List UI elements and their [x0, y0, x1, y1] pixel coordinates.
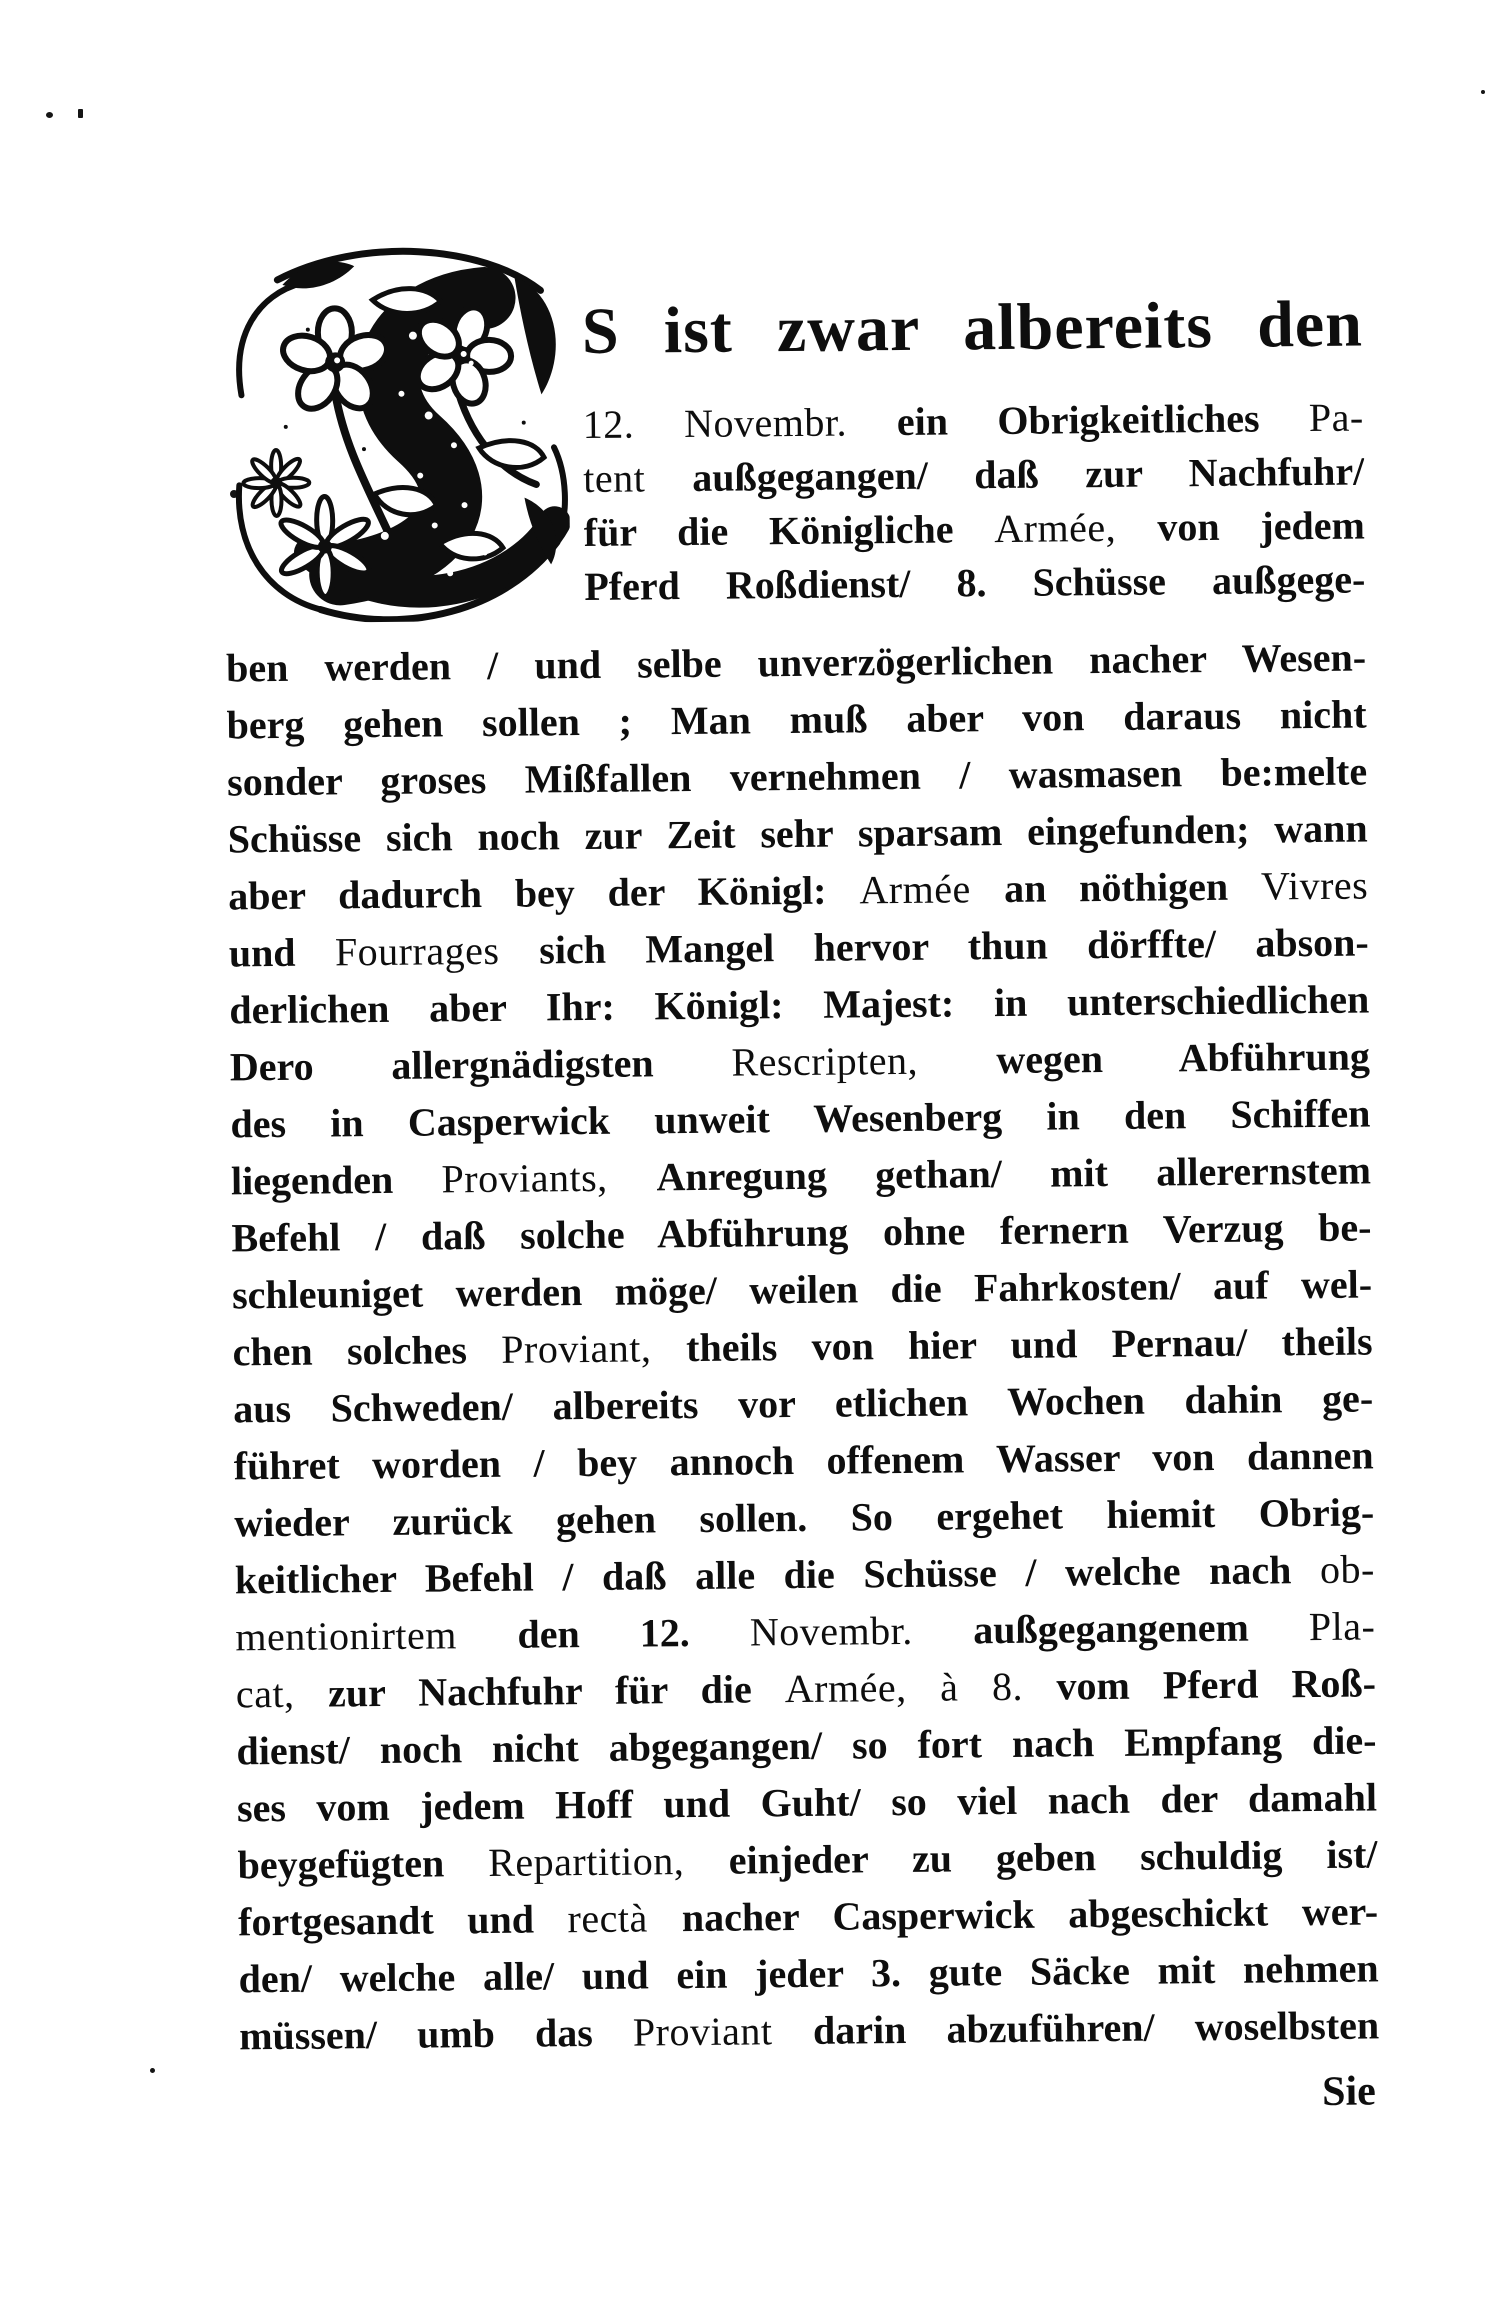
text-run-fraktur: und [228, 929, 336, 976]
text-run-fraktur: beygefügten [237, 1839, 489, 1888]
text-line [584, 499, 1365, 560]
text-run-antiqua: mentionirtem [235, 1611, 518, 1660]
text-run-fraktur: an nöthigen [1003, 863, 1262, 911]
scan-speck [46, 112, 53, 118]
text-run-fraktur: für die Königliche [583, 506, 995, 556]
text-run-fraktur: den 12. [517, 1609, 751, 1657]
text-run-fraktur: müssen/ umb das [238, 2009, 634, 2059]
drop-cap-woodcut-initial-E [222, 242, 571, 623]
text-run-fraktur: außgegangenem [973, 1604, 1310, 1653]
text-run-fraktur: ses vom jedem Hoff und Guht/ so viel nach der damahl [236, 1774, 1378, 1831]
text-line [581, 259, 1363, 398]
text-run-fraktur: zur Nachfuhr für die [327, 1666, 785, 1716]
text-run-fraktur: einjeder zu geben schuldig ist/ [728, 1831, 1378, 1883]
opening-lines [581, 235, 1366, 614]
text-run-fraktur: Dero allergnädigsten [229, 1039, 732, 1090]
text-run-antiqua: ob- [1319, 1546, 1375, 1592]
text-run-antiqua: Pla- [1308, 1603, 1376, 1650]
body-lines [226, 629, 1380, 2065]
text-run-fraktur: Pferd Roßdienst/ 8. Schüsse außgege- [584, 556, 1366, 610]
text-run-antiqua: cat, [235, 1670, 329, 1717]
text-run-fraktur: darin abzuführen/ woselbsten [812, 2002, 1380, 2053]
catchword: Sie [1321, 2068, 1377, 2115]
text-run-fraktur: Schüsse sich noch zur Zeit sehr sparsam eingefunden; wann [227, 805, 1368, 862]
text-run-fraktur: führet worden / bey annoch offenem Wasser von dannen [233, 1432, 1374, 1489]
text-run-antiqua: Repartition, [488, 1837, 729, 1885]
text-run-fraktur: derlichen aber Ihr: Königl: Majest: in unterschiedlichen [229, 976, 1370, 1033]
text-run-fraktur: ein Obrigkeitliches [896, 395, 1310, 445]
text-run-fraktur: außgegangen/ daß zur Nachfuhr/ [691, 448, 1365, 500]
drop-cap-woodcut-E-image [222, 242, 571, 623]
scan-speck [1481, 90, 1485, 94]
carnation-flower [243, 450, 310, 517]
text-run-fraktur: vom Pferd Roß- [1056, 1660, 1377, 1709]
text-run-antiqua: Proviant, [501, 1325, 687, 1372]
text-run-antiqua: Pa- [1308, 394, 1364, 441]
text-run-fraktur: sich Mangel hervor thun dörffte/ abson- [539, 919, 1369, 973]
text-run-fraktur: nacher Casperwick abgeschickt wer- [681, 1888, 1379, 1941]
text-run-fraktur: aber dadurch bey der Königl: [228, 867, 860, 919]
text-run-fraktur: sonder groses Mißfallen vernehmen / wasmasen be:melte [226, 748, 1368, 805]
scan-speck [150, 2068, 155, 2073]
text-run-fraktur: des in Casperwick unweit Wesenberg in den Schiffen [230, 1090, 1371, 1147]
text-run-antiqua: Rescripten, [731, 1037, 997, 1085]
text-run-antiqua: Proviant [632, 2007, 814, 2055]
text-line [239, 1996, 1379, 2064]
opening-paragraph [222, 235, 1366, 624]
text-run-antiqua: Vivres [1260, 862, 1369, 909]
text-run-antiqua: tent [583, 454, 693, 502]
text-run-antiqua: Armée, [994, 504, 1158, 552]
text-run-antiqua: Armée, à 8. [784, 1663, 1057, 1712]
text-run-antiqua: rectà [567, 1895, 683, 1942]
text-block [222, 235, 1380, 2132]
text-run-fraktur: den/ welche alle/ und ein jeder 3. gute Säcke mit nehmen [238, 1945, 1379, 2002]
text-run-fraktur: chen solches [232, 1326, 502, 1375]
text-run-fraktur: schleuniget werden möge/ weilen die Fahrkosten/ auf wel- [231, 1261, 1373, 1318]
text-run-fraktur: S ist zwar albereits den [581, 287, 1364, 369]
text-run-fraktur: aus Schweden/ albereits vor etlichen Wochen dahin ge- [232, 1375, 1374, 1432]
text-run-antiqua: Armée [859, 865, 1005, 913]
text-run-fraktur: von jedem [1157, 502, 1365, 550]
text-run-antiqua: Novembr. [749, 1607, 974, 1655]
text-run-fraktur: Befehl / daß solche Abführung ohne fernern Verzug be- [231, 1204, 1372, 1261]
catchword-row [240, 2063, 1380, 2131]
text-line [583, 445, 1364, 506]
text-run-fraktur: berg gehen sollen ; Man muß aber von daraus nicht [226, 691, 1367, 748]
text-run-fraktur: fortgesandt und [237, 1896, 568, 1945]
text-run-antiqua: 12. Novembr. [582, 399, 898, 448]
text-run-fraktur: liegenden [230, 1156, 442, 1204]
text-run-antiqua: Proviants, [441, 1154, 657, 1202]
text-run-fraktur: ben werden / und selbe unverzögerlichen nacher Wesen- [225, 634, 1367, 691]
text-run-fraktur: Anregung gethan/ mit allerernstem [656, 1147, 1372, 1200]
text-run-fraktur: dienst/ noch nicht abgegangen/ so fort nach Empfang die- [236, 1717, 1377, 1774]
text-run-fraktur: theils von hier und Pernau/ theils [685, 1318, 1373, 1371]
text-run-fraktur: wegen Abführung [996, 1033, 1371, 1083]
text-run-antiqua: Fourrages [334, 927, 540, 975]
text-line [584, 553, 1365, 614]
text-run-fraktur: keitlicher Befehl / daß alle die Schüsse / welche nach [234, 1546, 1321, 1603]
scan-speck [78, 109, 83, 118]
text-run-fraktur: wieder zurück gehen sollen. So ergehet hiemit Obrig- [234, 1489, 1375, 1546]
text-line [583, 391, 1364, 452]
